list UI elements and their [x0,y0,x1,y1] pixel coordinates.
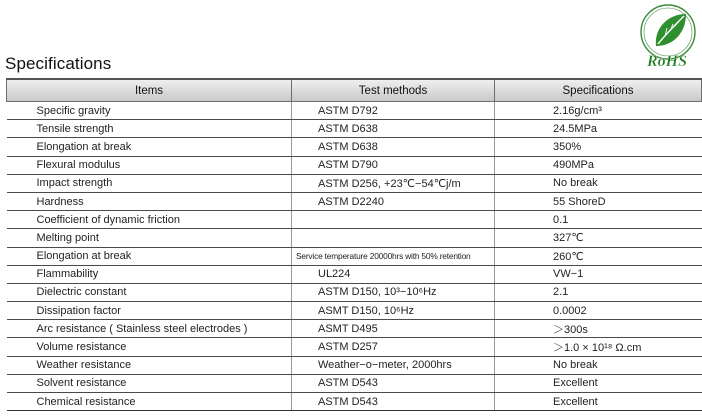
method-cell: ASTM D256, +23℃−54℃j/m [292,174,495,192]
table-row [7,229,702,247]
method-cell: ASTM D790 [292,156,495,174]
item-cell: Melting point [7,229,292,247]
spec-cell: 55 ShoreD [495,192,702,210]
spec-cell: No break [495,174,702,192]
item-cell: Elongation at break [7,247,292,265]
table-row [7,356,702,374]
rohs-text: RoHS [646,53,688,70]
item-cell: Solvent resistance [7,374,292,392]
method-cell: ASTM D638 [292,138,495,156]
item-cell: Flexural modulus [7,156,292,174]
item-cell: Coefficient of dynamic friction [7,211,292,229]
item-cell: Chemical resistance [7,393,292,411]
method-cell [292,229,495,247]
specifications-table [6,78,702,411]
rohs-logo [634,2,700,70]
spec-cell: 2.16g/cm³ [495,102,702,120]
table-row [7,393,702,411]
spec-cell: VW−1 [495,265,702,283]
method-cell: ASTM D638 [292,120,495,138]
header-test-methods: Test methods [292,79,495,102]
method-cell: ASMT D495 [292,320,495,338]
table-row [7,211,702,229]
table-row [7,156,702,174]
spec-cell: Excellent [495,393,702,411]
spec-cell: 24.5MPa [495,120,702,138]
spec-cell: 0.0002 [495,302,702,320]
item-cell: Elongation at break [7,138,292,156]
item-cell: Weather resistance [7,356,292,374]
table-row [7,338,702,356]
item-cell: Impact strength [7,174,292,192]
table-row [7,320,702,338]
table-row [7,302,702,320]
method-cell: UL224 [292,265,495,283]
header-specifications: Specifications [495,79,702,102]
table-row [7,283,702,301]
table-row [7,174,702,192]
spec-cell: No break [495,356,702,374]
page-title: Specifications [5,54,112,73]
method-cell: ASTM D543 [292,393,495,411]
table-row [7,120,702,138]
spec-cell: 260℃ [495,247,702,265]
table-row [7,265,702,283]
table-row [7,192,702,210]
item-cell: Dielectric constant [7,283,292,301]
method-cell: ASTM D543 [292,374,495,392]
spec-cell: 350% [495,138,702,156]
spec-cell: Excellent [495,374,702,392]
method-cell [292,211,495,229]
header-items: Items [7,79,292,102]
method-cell: Service temperature 20000hrs with 50% retention [292,247,495,265]
spec-cell: 327℃ [495,229,702,247]
spec-cell: 490MPa [495,156,702,174]
method-cell: ASTM D792 [292,102,495,120]
item-cell: Dissipation factor [7,302,292,320]
item-cell: Tensile strength [7,120,292,138]
spec-cell: ＞300s [495,320,702,338]
item-cell: Arc resistance ( Stainless steel electrodes ) [7,320,292,338]
table-row [7,247,702,265]
item-cell: Volume resistance [7,338,292,356]
method-cell: ASTM D2240 [292,192,495,210]
spec-cell: 0.1 [495,211,702,229]
item-cell: Specific gravity [7,102,292,120]
method-cell: ASTM D257 [292,338,495,356]
table-row [7,374,702,392]
method-cell: ASMT D150, 10⁶Hz [292,302,495,320]
item-cell: Flammability [7,265,292,283]
item-cell: Hardness [7,192,292,210]
table-row [7,102,702,120]
table-row [7,138,702,156]
spec-cell: ＞1.0 × 10¹⁸ Ω.cm [495,338,702,356]
table-header-row [7,79,702,102]
method-cell: ASTM D150, 10³−10⁶Hz [292,283,495,301]
method-cell: Weather−o−meter, 2000hrs [292,356,495,374]
spec-cell: 2.1 [495,283,702,301]
